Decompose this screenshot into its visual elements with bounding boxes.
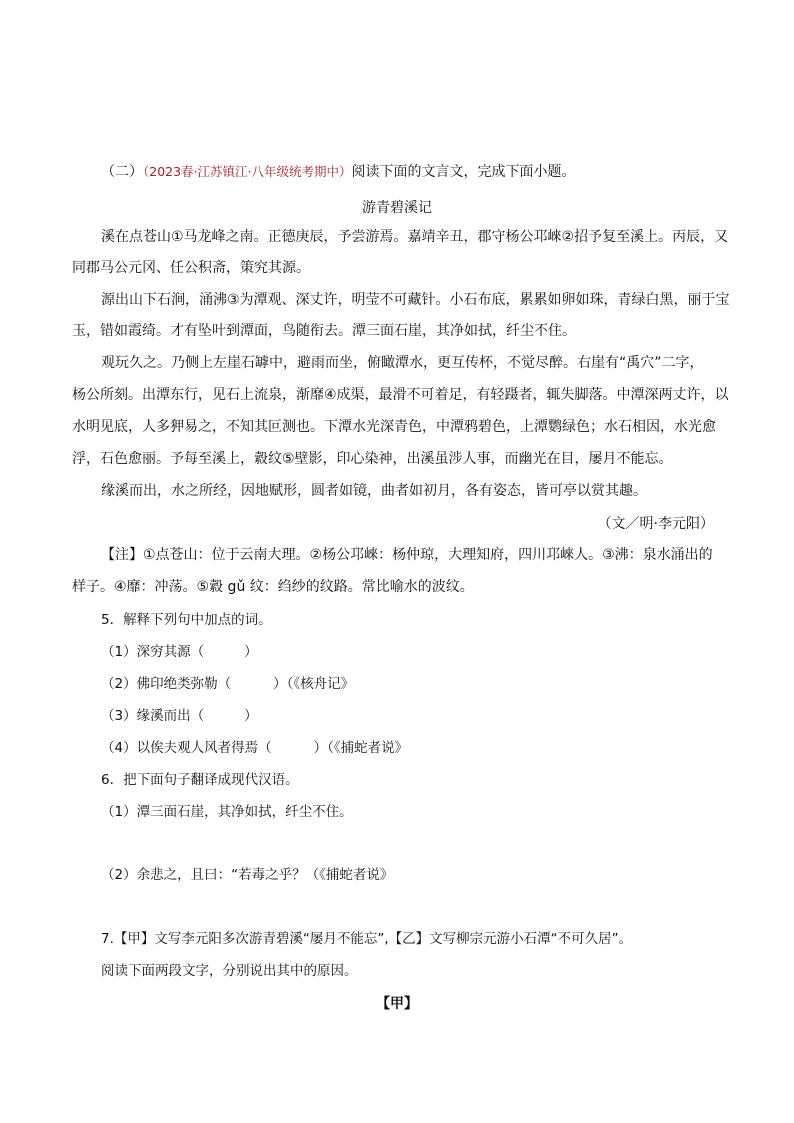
essay-title: 游青碧溪记 (362, 200, 432, 216)
essay-paragraph-line: 浮，石色愈丽。予每至溪上，縠纹⑤壁影，印心染神，出溪虽涉人事，而幽光在目，屡月不能忘。 (72, 451, 673, 467)
question-7-subtext: 阅读下面两段文字，分别说出其中的原因。 (101, 963, 358, 979)
item-text: ） (244, 708, 258, 724)
section-number: （二） (101, 164, 143, 180)
essay-paragraph-line: 缘溪而出，水之所经，因地赋形，圆者如镜，曲者如初月，各有姿态，皆可亭以赏其趣。 (101, 483, 647, 499)
essay-paragraph-line: 观玩久之。乃侧上左崖石罅中，避雨而坐，俯瞰潭水，更互传杯，不觉尽醉。右崖有“禹穴”二字， (101, 355, 704, 371)
question-5-item (101, 706, 258, 726)
question-5-item (101, 674, 354, 694)
essay-paragraph-line: 溪在点苍山①马龙峰之南。正德庚辰，予尝游焉。嘉靖辛丑，郡守杨公邛崍②招予复至溪上。丙辰，又 (101, 229, 729, 245)
notes-line: 【注】①点苍山：位于云南大理。②杨公邛崍：杨仲琼，大理知府，四川邛崍人。③沸：泉水涌出的 (101, 547, 713, 563)
question-5-item (101, 738, 408, 758)
essay-paragraph-line: 同郡马公元冈、任公积斋，策究其源。 (72, 260, 310, 276)
instruction-text: 阅读下面的文言文，完成下面小题。 (351, 164, 576, 180)
essay-author: （文／明·李元阳） (597, 516, 714, 532)
item-text: （3）缘溪而出（ (101, 708, 205, 724)
question-6-item: （2）余悲之，且曰：“若毒之乎？（《捕蛇者说》 (101, 867, 394, 883)
question-6-item: （1）潭三面石崖，其净如拭，纤尘不住。 (101, 804, 353, 820)
essay-paragraph-line: 源出山下石涧，涌沸③为潭观、深丈许，明莹不可藏针。小石布底，累累如卵如珠，青绿白黑，丽于宝 (101, 292, 730, 308)
question-5-stem: 5．解释下列句中加点的词。 (101, 612, 272, 628)
item-text: （4）以俟夫观人风者得焉（ (101, 740, 272, 756)
item-text: （2）佛印绝类弥勒（ (101, 676, 232, 692)
item-text: ） (244, 644, 258, 660)
question-7-stem: 7.【甲】文写李元阳多次游青碧溪“屡月不能忘”,【乙】文写柳宗元游小石潭“不可久居”。 (101, 931, 633, 947)
essay-paragraph-line: 玉，错如霞绮。才有坠叶到潭面，鸟随衔去。潭三面石崖，其净如拭，纤尘不住。 (72, 323, 576, 339)
passage-label-jia: 【甲】 (376, 996, 418, 1012)
item-text: ）（《捕蛇者说》 (313, 740, 409, 756)
question-6-stem: 6．把下面句子翻译成现代汉语。 (101, 772, 299, 788)
item-text: （1）深穷其源（ (101, 644, 205, 660)
section-intro (101, 162, 576, 182)
essay-paragraph-line: 水明见底，人多狎易之，不知其叵测也。下潭水光深青色，中潭鸦碧色，上潭鹦绿色；水石相因，水光愈 (72, 419, 716, 435)
question-5-item (101, 642, 258, 662)
source-citation: （2023春·江苏镇江·八年级统考期中） (143, 164, 352, 179)
essay-paragraph-line: 杨公所刻。出潭东行，见石上流泉，渐靡④成渠，最滑不可着足，有轻蹑者，辄失脚落。中潭深两丈许，以 (72, 387, 729, 403)
notes-line: 样子。④靡：冲荡。⑤縠 gǔ 纹：绉纱的纹路。常比喻水的波纹。 (72, 579, 474, 595)
item-text: ）（《核舟记》 (273, 676, 355, 692)
